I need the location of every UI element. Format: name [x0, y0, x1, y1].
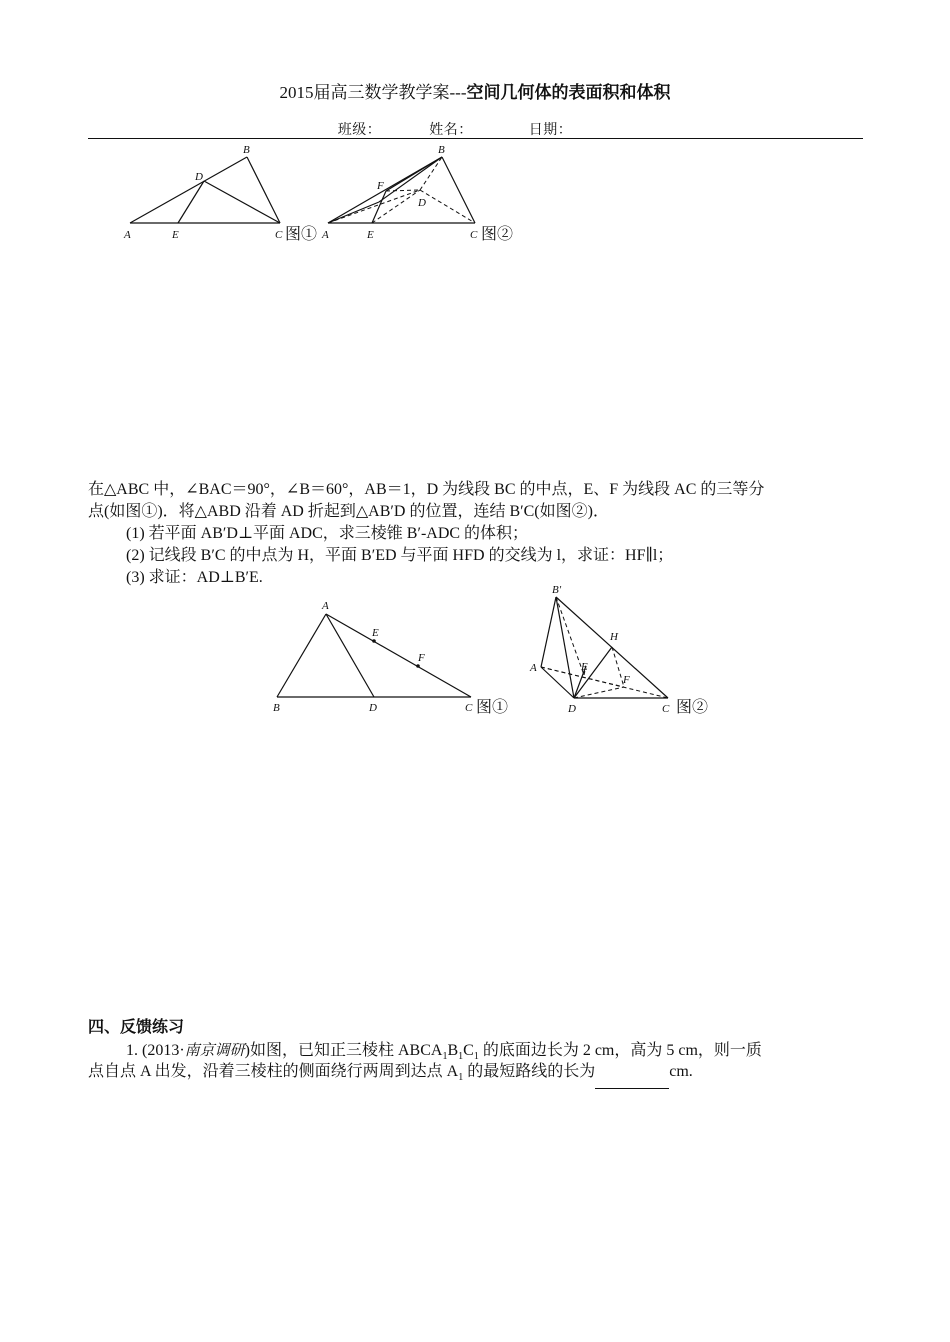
- mid-fig2-point-D: D: [568, 703, 576, 715]
- mid-figure-2-label: 图②: [676, 699, 709, 716]
- header-rule: [88, 138, 863, 139]
- exercise-1-prefix: 1. (2013·: [126, 1042, 185, 1059]
- exercise-1-sub-3: 1: [473, 1051, 479, 1063]
- question-3: (3) 求证：AD⊥B′E.: [126, 569, 263, 586]
- top-fig2-point-D: D: [418, 197, 426, 209]
- exercise-1-sub-2: 1: [458, 1051, 464, 1063]
- mid-fig1-point-B: B: [273, 702, 280, 714]
- top-fig2-point-E: E: [367, 229, 374, 241]
- exercise-1-source: 南京调研: [184, 1041, 245, 1059]
- mid-figure-2-fold: [526, 580, 686, 715]
- mid-fig1-point-E: E: [372, 627, 379, 639]
- top-figure-2-label: 图②: [481, 226, 514, 243]
- mid-fig2-point-H: H: [610, 631, 618, 643]
- mid-fig2-point-C: C: [662, 703, 670, 715]
- mid-fig1-point-A: A: [322, 600, 329, 612]
- class-blank: [381, 124, 417, 139]
- mid-fig2-point-F: F: [623, 674, 630, 686]
- mid-figure-1-triangle: [268, 597, 483, 717]
- top-fig1-point-B: B: [243, 144, 250, 156]
- section-heading-feedback: 四、反馈练习: [88, 1017, 185, 1036]
- name-blank: [473, 124, 521, 139]
- mid-fig2-point-B-prime: B′: [552, 584, 562, 596]
- top-figure-2-fold: [320, 140, 490, 245]
- top-fig1-point-D: D: [195, 171, 203, 183]
- mid-fig1-point-D: D: [369, 702, 377, 714]
- exercise-1-line2-text-b: 的最短路线的长为: [463, 1063, 596, 1080]
- top-fig2-point-B: B: [438, 144, 445, 156]
- mid-fig2-point-A: A: [530, 662, 537, 674]
- mid-fig2-point-E: E: [581, 661, 588, 673]
- exercise-1-text-a: )如图，已知正三棱柱 ABCA: [244, 1042, 443, 1059]
- student-info-line: [0, 119, 950, 139]
- exercise-1-text-b: 的底面边长为 2 cm，高为 5 cm，则一质: [478, 1042, 762, 1059]
- name-label: 姓名：: [429, 123, 473, 138]
- exercise-1-letter-B: B: [447, 1042, 459, 1059]
- exercise-1-line2-text-a: 点自点 A 出发，沿着三棱柱的侧面绕行两周到达点 A: [88, 1063, 459, 1080]
- mid-figure-1-label: 图①: [476, 699, 509, 716]
- problem-statement-line-2: 点(如图①)．将△ABD 沿着 AD 折起到△AB′D 的位置，连结 B′C(如图②)．: [88, 503, 609, 520]
- top-fig2-point-F: F: [377, 180, 384, 192]
- exercise-1-sub-1: 1: [442, 1051, 448, 1063]
- exercise-1-unit: cm.: [669, 1063, 693, 1080]
- exercise-1-line-2: [88, 1061, 693, 1089]
- top-fig1-point-E: E: [172, 229, 179, 241]
- question-2: (2) 记线段 B′C 的中点为 H，平面 B′ED 与平面 HFD 的交线为 l，求证：HF∥l；: [126, 547, 674, 564]
- page-title: [0, 78, 950, 103]
- exercise-1-letter-C: C: [463, 1042, 474, 1059]
- date-label: 日期：: [528, 123, 573, 138]
- problem-statement-line-1: 在△ABC 中，∠BAC＝90°，∠B＝60°，AB＝1，D 为线段 BC 的中点，E、F 为线段 AC 的三等分: [88, 481, 765, 498]
- top-fig2-point-A: A: [322, 229, 329, 241]
- top-fig1-point-A: A: [124, 229, 131, 241]
- title-main: 空间几何体的表面积和体积: [466, 83, 671, 102]
- date-blank: [572, 124, 612, 139]
- class-label: 班级：: [337, 123, 382, 138]
- mid-fig1-point-F: F: [418, 652, 425, 664]
- question-1: (1) 若平面 AB′D⊥平面 ADC，求三棱锥 B′-ADC 的体积；: [126, 525, 529, 542]
- top-figure-1-label: 图①: [285, 226, 318, 243]
- title-prefix: 2015届高三数学教学案---: [279, 83, 467, 102]
- top-fig2-point-C: C: [470, 229, 478, 241]
- exercise-1-line2-sub: 1: [458, 1072, 464, 1084]
- answer-blank[interactable]: [595, 1072, 669, 1089]
- mid-fig1-point-C: C: [465, 702, 473, 714]
- top-fig1-point-C: C: [275, 229, 283, 241]
